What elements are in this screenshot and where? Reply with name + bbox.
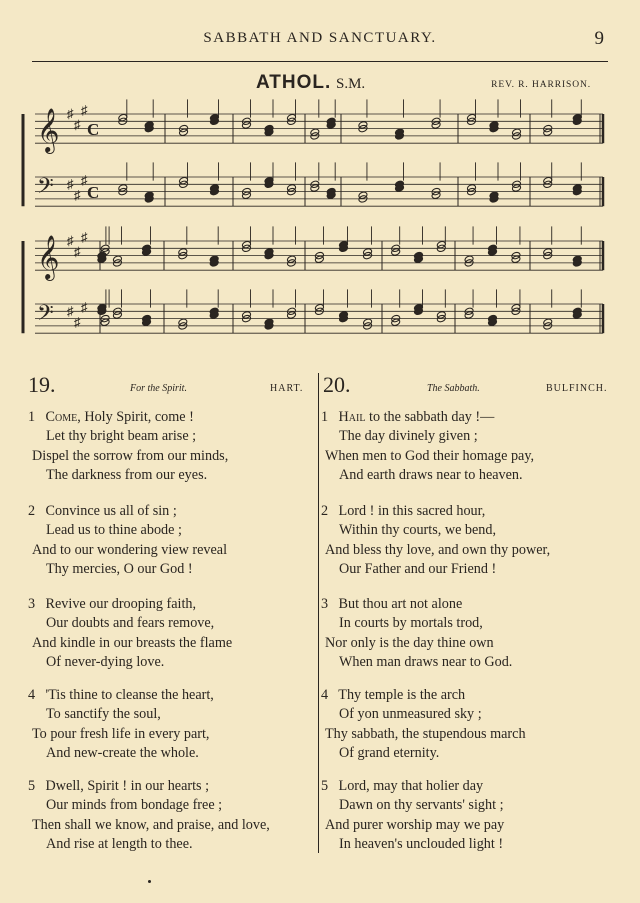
verse-line: And bless thy love, and own thy power,: [325, 541, 551, 558]
printer-mark: [148, 880, 151, 883]
hymn-20-verse-4: [321, 686, 526, 764]
hymn-19-verse-3: [28, 595, 232, 673]
hymn-19-verse-1: [28, 408, 228, 486]
hymn-20-verse-5: [321, 777, 504, 855]
sharp-icon: ♯: [74, 314, 81, 330]
sharp-icon: ♯: [81, 102, 88, 118]
treble-clef-icon: 𝄞: [37, 235, 60, 280]
verse-number: 1: [28, 409, 36, 425]
verse-line: Convince us all of sin ;: [45, 503, 177, 519]
verse-line: Thy sabbath, the stupendous march: [325, 725, 526, 742]
verse-number: 5: [321, 778, 329, 794]
tune-composer: REV. R. HARRISON.: [491, 80, 591, 90]
verse-line: Thy temple is the arch: [338, 687, 466, 703]
verse-number: 3: [28, 596, 36, 612]
verse-line: Lord, may that holier day: [338, 778, 484, 794]
verse-line: Then shall we know, and praise, and love,: [32, 816, 270, 833]
hymn-19-verse-2: [28, 502, 227, 580]
verse-number: 2: [321, 503, 329, 519]
verse-line: In courts by mortals trod,: [339, 615, 483, 632]
music-score: [0, 0, 640, 360]
hymn-20-verse-1: [321, 408, 534, 486]
verse-number: 4: [321, 687, 329, 703]
verse-line: 'Tis thine to cleanse the heart,: [45, 687, 214, 703]
bass-clef-icon: 𝄢: [37, 301, 54, 332]
verse-line: Of grand eternity.: [339, 745, 440, 762]
verse-line: to the sabbath day !—: [369, 409, 495, 425]
verse-number: 3: [321, 596, 329, 612]
verse-line: Thy mercies, O our God !: [46, 561, 193, 578]
sharp-icon: ♯: [67, 106, 74, 121]
verse-line: When men to God their homage pay,: [325, 447, 535, 464]
verse-line: And new-create the whole.: [46, 745, 199, 762]
sharp-icon: ♯: [81, 172, 88, 188]
sharp-icon: ♯: [67, 176, 74, 192]
verse-line: Our Father and our Friend !: [339, 561, 497, 578]
verse-line: To pour fresh life in every part,: [32, 725, 210, 742]
verse-number: 4: [28, 687, 36, 703]
tune-name: ATHOL.: [256, 72, 332, 93]
sharp-icon: ♯: [74, 187, 81, 203]
treble-clef-icon: 𝄞: [37, 108, 60, 153]
verse-line: Revive our drooping faith,: [45, 596, 197, 612]
verse-line: Lead us to thine abode ;: [46, 522, 182, 539]
verse-line: But thou art not alone: [338, 596, 463, 612]
verse-line: Let thy bright beam arise ;: [46, 428, 197, 445]
verse-line: The darkness from our eyes.: [46, 467, 208, 484]
sharp-icon: ♯: [81, 299, 88, 315]
verse-line: And to our wondering view reveal: [32, 541, 228, 558]
verse-line: And kindle in our breasts the flame: [32, 634, 233, 651]
verse-line: Lord ! in this sacred hour,: [338, 503, 486, 519]
verse-number: 1: [321, 409, 329, 425]
common-time-icon: C: [87, 182, 100, 202]
sharp-icon: ♯: [67, 303, 74, 319]
hymn-19-verse-4: [28, 686, 214, 764]
verse-first-word: Hail: [338, 409, 366, 425]
hymn-20-number: 20.: [323, 372, 351, 397]
hymn-20-author: BULFINCH.: [546, 383, 608, 394]
hymn-19-author: HART.: [270, 383, 304, 394]
verse-line: The day divinely given ;: [339, 428, 478, 445]
verse-line: Dwell, Spirit ! in our hearts ;: [45, 778, 210, 794]
page-number: 9: [594, 28, 604, 49]
verse-line: Our doubts and fears remove,: [46, 615, 215, 632]
sharp-icon: ♯: [67, 233, 74, 248]
verse-line: And purer worship may we pay: [325, 816, 505, 833]
verse-line: Dispel the sorrow from our minds,: [32, 447, 229, 464]
verse-number: 2: [28, 503, 36, 519]
hymn-19-number: 19.: [28, 372, 56, 397]
verse-number: 5: [28, 778, 36, 794]
hymn-19-verse-5: [28, 777, 270, 855]
hymn-20-title: The Sabbath.: [427, 383, 480, 394]
page-header-title: SABBATH AND SANCTUARY.: [203, 30, 437, 46]
verse-line: When man draws near to God.: [339, 654, 513, 671]
verse-line: Nor only is the day thine own: [325, 634, 494, 651]
verse-line: Dawn on thy servants' sight ;: [339, 797, 504, 814]
sharp-icon: ♯: [81, 229, 88, 245]
verse-line: In heaven's unclouded light !: [339, 836, 504, 853]
hymn-20-verse-2: [321, 502, 550, 580]
hymn-20-verse-3: [321, 595, 512, 673]
sharp-icon: ♯: [74, 116, 81, 132]
verse-line: Our minds from bondage free ;: [46, 797, 223, 814]
verse-line: Holy Spirit, come !: [84, 409, 194, 425]
verse-line: And earth draws near to heaven.: [339, 467, 523, 484]
column-divider: [318, 373, 319, 853]
tune-meter: S.M.: [336, 76, 366, 92]
verse-line: Of yon unmeasured sky ;: [339, 706, 482, 723]
verse-line: And rise at length to thee.: [46, 836, 193, 853]
common-time-icon: C: [87, 119, 100, 139]
hymn-19-title: For the Spirit.: [130, 383, 187, 394]
verse-line: Of never-dying love.: [46, 654, 165, 671]
verse-line: To sanctify the soul,: [46, 706, 161, 723]
verse-line: Within thy courts, we bend,: [339, 522, 497, 539]
sharp-icon: ♯: [74, 243, 81, 259]
verse-first-word: Come,: [45, 409, 81, 425]
bass-clef-icon: 𝄢: [37, 174, 54, 205]
